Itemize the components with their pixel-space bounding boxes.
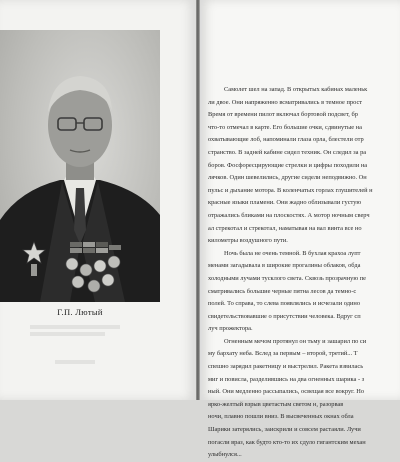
body-text [208,84,400,462]
text-line: спешно зарядил ракетницу и выстрелил. Ракета взвилась [208,363,364,371]
portrait-photo [0,30,160,302]
text-line: му бархату неба. Вслед за первым – второй, третий... Т [208,350,358,358]
text-line: Время от времени пилот включал бортовой подсвет, бр [208,111,358,119]
left-page [0,0,196,400]
text-line: свидетельствовавшие о присутствии человека. Вдруг сп [208,312,361,320]
text-line: холодными лучами тусклого света. Сквозь прозрачную пе [208,274,366,282]
text-line: улыбнулся... [208,451,242,459]
text-line: ночи, плавно пошли вниз. В высвеченных окнах обла [208,413,354,421]
text-line: погасли враз, как будто кто-то их сдуло гигантским механ [208,438,366,446]
text-line: полей. То справа, то слева появлялись и исчезали одино [208,300,361,308]
text-line: сматривались большие черные пятна лесов да темно-с [208,287,357,295]
text-line: километры воздушного пути. [208,237,288,245]
photo-caption: Г.П. Лютый [57,307,103,317]
text-line: Огненным мечом протянул он тьму и зашарил по си [224,337,367,345]
text-line: ярко-желтый взрыв цветастым светом н, разорвав [208,400,344,408]
portrait-image [0,30,160,302]
text-line: ал стрекотал и стрекотал, наматывая на вал винта все но [208,224,362,232]
text-line: Шарики затерялись, заискрили и совсем растаяли. Лучи [208,426,361,434]
bleed-through-text [30,322,130,367]
text-line: Ночь была не очень темной. В бухлая крахоа лупт [224,249,361,257]
text-line: красные языки пламени. Они жадно облизывали густую [208,199,362,207]
text-line: охватывающие лоб, напоминали глаза орла, блестели отр [208,136,364,144]
text-line: менами загадывала в широкие прогалины облаков, обда [208,262,361,270]
text-line: миг и повисла, разделившись на два огненных шарика - з [208,375,365,383]
text-line: отражались бликами на плоскостях. А мотор ночным сверч [208,211,370,219]
text-line: ли двое. Они напряженно всматривались в темное прост [208,98,363,106]
text-line: странство. В задней кабине сидел техник. Он следил за ра [208,148,367,156]
text-line: ный. Они медленно рассыпались, освещая все вокруг. Но [208,388,365,396]
text-line: боров. Фосфоресцирующие стрелки и цифры походили на [208,161,368,169]
text-line: пульс и дыхание мотора. В коленчатых горлах глушителей н [208,186,373,194]
text-line: луч прожектора. [208,325,253,333]
text-line: что-то отмечал в карте. Его большие очки, сдвинутые на [208,123,362,131]
text-line: лячков. Один шевелились, другие сидели неподвижно. Он [208,174,367,182]
text-line: Самолет шел на запад. В открытых кабинах маленьк [224,86,368,93]
